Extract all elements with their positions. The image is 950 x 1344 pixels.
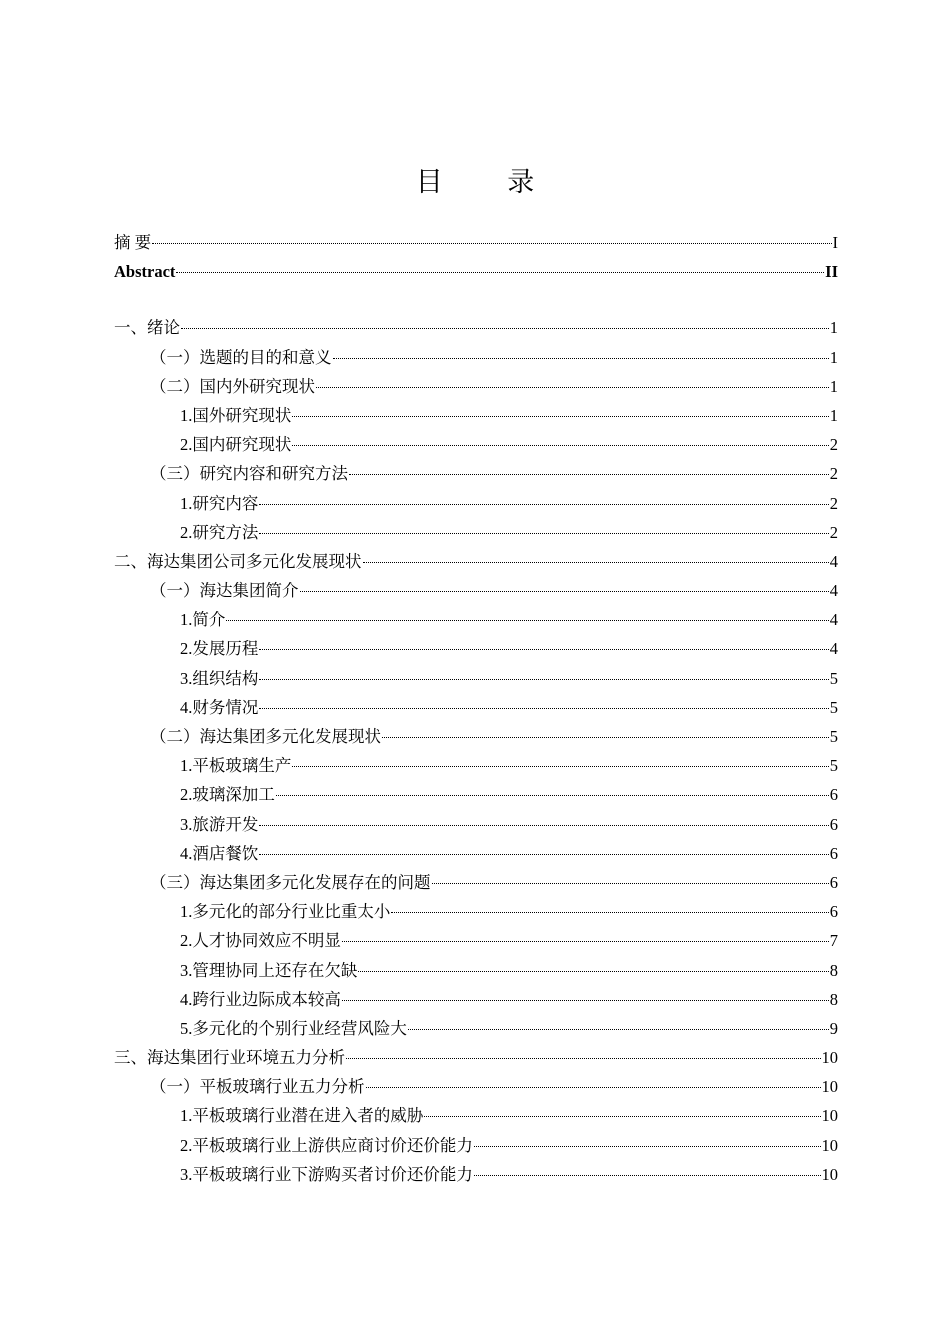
toc-entry[interactable] <box>114 228 838 257</box>
toc-entry-label: 2.人才协同效应不明显 <box>180 931 341 951</box>
toc-leader-dots <box>276 794 829 796</box>
toc-entry-label: 摘 要 <box>114 233 152 252</box>
toc-entry[interactable] <box>114 401 838 430</box>
toc-leader-dots <box>342 940 829 942</box>
toc-entry[interactable] <box>114 430 838 459</box>
toc-entry-label: 4.财务情况 <box>180 697 259 717</box>
toc-leader-dots <box>292 415 828 417</box>
toc-leader-dots <box>358 970 828 972</box>
toc-entry-label: 1.多元化的部分行业比重太小 <box>180 902 391 922</box>
toc-entry-page-number: 4 <box>829 610 838 630</box>
toc-entry-label: 1.平板玻璃行业潜在进入者的威胁 <box>180 1106 424 1126</box>
toc-entry-page-number: 6 <box>829 814 838 834</box>
toc-entry[interactable] <box>114 634 838 663</box>
toc-entry-label: Abstract <box>114 262 176 282</box>
toc-entry-label: （三）海达集团多元化发展存在的问题 <box>150 872 431 892</box>
toc-entry-page-number: 10 <box>821 1077 838 1097</box>
toc-entry[interactable] <box>114 664 838 693</box>
toc-entry-page-number: 5 <box>829 668 838 688</box>
toc-entry-page-number: 10 <box>821 1135 838 1155</box>
toc-entry[interactable] <box>114 372 838 401</box>
toc-entry-page-number: 4 <box>829 639 838 659</box>
toc-entry-label: 3.管理协同上还存在欠缺 <box>180 960 358 980</box>
toc-entry[interactable] <box>114 518 838 547</box>
toc-entry[interactable] <box>114 810 838 839</box>
toc-leader-dots <box>259 707 828 709</box>
toc-entry-label: 1.平板玻璃生产 <box>180 756 292 776</box>
toc-entry[interactable] <box>114 1014 838 1043</box>
toc-entry[interactable] <box>114 897 838 926</box>
toc-entry-page-number: 8 <box>829 960 838 980</box>
toc-leader-dots <box>292 765 828 767</box>
toc-entry-label: （一）平板玻璃行业五力分析 <box>150 1077 365 1097</box>
toc-entry-page-number: 10 <box>821 1106 838 1126</box>
toc-entry-page-number: 5 <box>829 756 838 776</box>
toc-entry-page-number: 1 <box>829 376 838 396</box>
toc-entry-label: 4.跨行业边际成本较高 <box>180 989 341 1009</box>
toc-entry[interactable] <box>114 751 838 780</box>
toc-entry-page-number: I <box>832 233 838 252</box>
toc-entry-page-number: 1 <box>829 347 838 367</box>
toc-entry-page-number: 1 <box>829 405 838 425</box>
toc-entry[interactable] <box>114 547 838 576</box>
toc-leader-dots <box>474 1174 821 1176</box>
toc-leader-dots <box>259 853 828 855</box>
toc-entry-page-number: 10 <box>821 1164 838 1184</box>
toc-entry-label: （一）选题的目的和意义 <box>150 347 332 367</box>
toc-entry-label: 2.研究方法 <box>180 522 259 542</box>
toc-leader-dots <box>259 648 828 650</box>
toc-leader-dots <box>259 532 828 534</box>
toc-entry-page-number: 10 <box>821 1048 838 1068</box>
toc-entry-label: 二、海达集团公司多元化发展现状 <box>114 551 362 571</box>
toc-entry[interactable] <box>114 1043 838 1072</box>
toc-entry-page-number: 5 <box>829 697 838 717</box>
toc-entry-label: 1.研究内容 <box>180 493 259 513</box>
toc-entry[interactable] <box>114 839 838 868</box>
toc-entry-page-number: 7 <box>829 931 838 951</box>
toc-entry-label: 一、绪论 <box>114 318 180 338</box>
toc-entry-page-number: 4 <box>829 551 838 571</box>
toc-leader-dots <box>300 590 829 592</box>
toc-entry-label: （二）海达集团多元化发展现状 <box>150 727 381 746</box>
toc-entry-page-number: 2 <box>829 464 838 484</box>
toc-entry-page-number: 9 <box>829 1018 838 1038</box>
toc-entry-label: （二）国内外研究现状 <box>150 376 315 396</box>
toc-entry[interactable] <box>114 343 838 372</box>
toc-entry-label: 3.平板玻璃行业下游购买者讨价还价能力 <box>180 1164 473 1184</box>
toc-leader-dots <box>181 327 829 329</box>
toc-leader-dots <box>408 1028 829 1030</box>
toc-leader-dots <box>316 386 829 388</box>
toc-entry[interactable] <box>114 1131 838 1160</box>
toc-leader-dots <box>382 736 829 738</box>
toc-leader-dots <box>226 619 828 621</box>
toc-entry-page-number: 2 <box>829 522 838 542</box>
toc-entry-page-number: 6 <box>829 785 838 805</box>
toc-entry-label: 2.发展历程 <box>180 639 259 659</box>
toc-entry-page-number: 5 <box>829 727 838 746</box>
toc-entry-page-number: 2 <box>829 435 838 455</box>
toc-entry-label: 2.玻璃深加工 <box>180 785 275 805</box>
toc-leader-dots <box>333 357 829 359</box>
toc-leader-dots <box>366 1086 821 1088</box>
toc-entry-page-number: 1 <box>829 318 838 338</box>
toc-entry-page-number: 6 <box>829 872 838 892</box>
toc-leader-dots <box>259 678 828 680</box>
page-title: 目 录 <box>415 167 563 198</box>
table-of-contents <box>114 228 838 1189</box>
toc-entry[interactable] <box>114 459 838 488</box>
toc-entry[interactable] <box>114 1160 838 1189</box>
toc-entry[interactable] <box>114 693 838 722</box>
toc-entry-label: 2.平板玻璃行业上游供应商讨价还价能力 <box>180 1135 473 1155</box>
toc-entry[interactable] <box>114 985 838 1014</box>
toc-leader-dots <box>176 271 824 273</box>
toc-entry-label: （三）研究内容和研究方法 <box>150 464 348 484</box>
toc-entry[interactable] <box>114 605 838 634</box>
toc-leader-dots <box>259 503 828 505</box>
toc-entry-label: 3.旅游开发 <box>180 814 259 834</box>
toc-leader-dots <box>342 999 829 1001</box>
toc-entry[interactable] <box>114 722 838 751</box>
toc-leader-dots <box>259 824 828 826</box>
toc-entry-page-number: 6 <box>829 843 838 863</box>
toc-leader-dots <box>349 473 829 475</box>
toc-entry-label: 5.多元化的个别行业经营风险大 <box>180 1018 407 1038</box>
toc-entry-label: 3.组织结构 <box>180 668 259 688</box>
toc-entry-label: （一）海达集团简介 <box>150 581 299 601</box>
toc-entry[interactable] <box>114 1101 838 1130</box>
toc-entry[interactable] <box>114 956 838 985</box>
toc-entry-label: 4.酒店餐饮 <box>180 843 259 863</box>
toc-entry[interactable] <box>114 257 838 286</box>
toc-entry-page-number: 4 <box>829 581 838 601</box>
toc-entry-label: 1.国外研究现状 <box>180 405 292 425</box>
toc-leader-dots <box>391 911 828 913</box>
toc-entry-page-number: 2 <box>829 493 838 513</box>
toc-entry[interactable] <box>114 868 838 897</box>
toc-entry[interactable] <box>114 576 838 605</box>
toc-leader-dots <box>424 1115 820 1117</box>
toc-leader-dots <box>363 561 829 563</box>
toc-leader-dots <box>474 1145 821 1147</box>
toc-entry-label: 2.国内研究现状 <box>180 435 292 455</box>
toc-entry[interactable] <box>114 780 838 809</box>
toc-entry-label: 三、海达集团行业环境五力分析 <box>114 1048 345 1068</box>
toc-entry[interactable] <box>114 313 838 342</box>
toc-entry-page-number: II <box>825 262 838 282</box>
toc-leader-dots <box>432 882 829 884</box>
toc-entry-page-number: 6 <box>829 902 838 922</box>
toc-entry-label: 1.简介 <box>180 610 226 630</box>
toc-entry[interactable] <box>114 489 838 518</box>
toc-leader-dots <box>152 242 831 244</box>
toc-entry-page-number: 8 <box>829 989 838 1009</box>
toc-entry[interactable] <box>114 926 838 955</box>
toc-leader-dots <box>292 444 828 446</box>
toc-leader-dots <box>346 1057 821 1059</box>
toc-entry[interactable] <box>114 1072 838 1101</box>
